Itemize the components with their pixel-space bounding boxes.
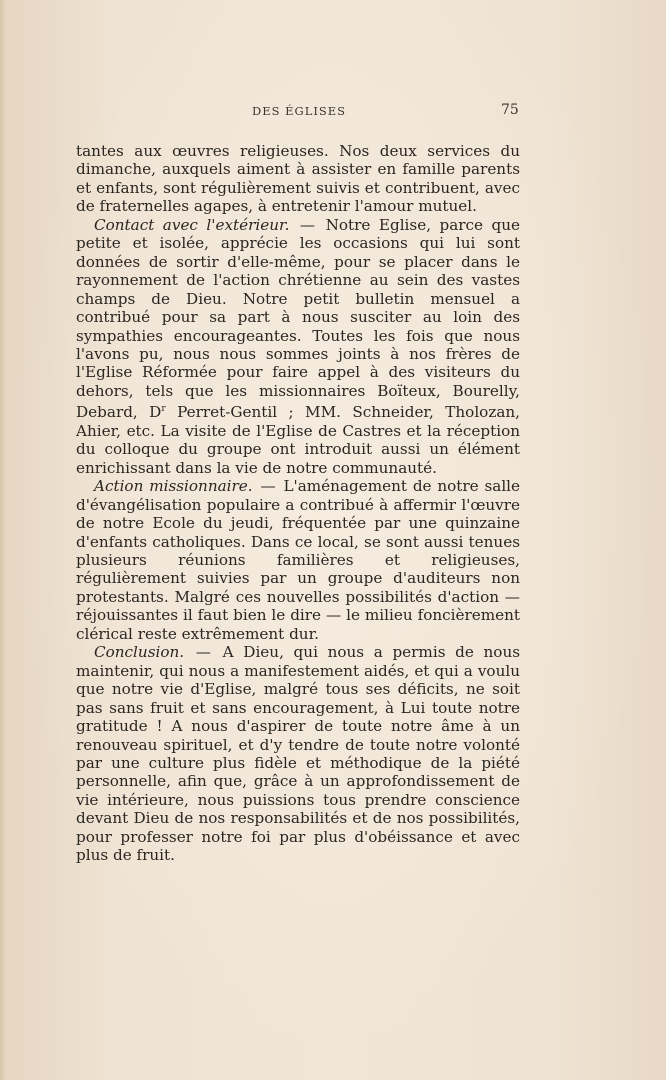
body-text bbox=[76, 142, 520, 865]
page-header bbox=[0, 104, 666, 124]
paragraph-text: Notre Eglise, parce que petite et isolée, apprécie les occasions qui lui sont données de sortir d'elle-même, pour se placer dans le rayonnement de l'action chrétienne au sein des vastes champs de Dieu. Notre petit bulletin mensuel a contribué pour sa part à nous susciter au loin des sympathies encourageantes. Toutes les fois que nous l'avons pu, nous nous sommes joints à nos frères de l'Eglise Réformée pour faire appel à des visiteurs du dehors, tels que les missionnaires Boïteux, Bourelly, Debard, D bbox=[76, 215, 521, 422]
paragraph-text: L'aménagement de notre salle d'évangélisation populaire a contribué à affermir l'œuvre de notre Ecole du jeudi, fréquentée par une quinzaine d'enfants catholiques. Dans ce local, se sont aussi tenues plusieurs réunions familières et religieuses, régulièrement suivies par un groupe d'auditeurs non protestants. Malgré ces nouvelles possibilités d'action — réjouissantes il faut bien le dire — le milieu foncièrement clérical reste extrêmement dur. bbox=[76, 477, 521, 643]
paragraph-action bbox=[76, 477, 520, 643]
section-heading-conclusion: Conclusion. bbox=[94, 643, 185, 662]
paragraph-text-continued: Perret-Gentil ; MM. Schneider, Tholozan, Ahier, etc. La visite de l'Eglise de Castres et la réception du colloque du groupe ont introduit aussi un élément enrichissant dans la vie de notre communauté. bbox=[76, 403, 520, 477]
section-heading-action: Action missionnaire. bbox=[94, 477, 253, 496]
section-heading-contact: Contact avec l'extérieur. bbox=[94, 215, 290, 234]
paragraph-intro bbox=[76, 142, 520, 216]
page-edge-shadow bbox=[0, 0, 6, 1080]
superscript-r: r bbox=[161, 404, 166, 415]
running-title: DES ÉGLISES bbox=[252, 104, 347, 118]
em-dash: — bbox=[260, 477, 276, 496]
em-dash: — bbox=[195, 643, 211, 662]
paragraph-contact bbox=[76, 216, 520, 477]
page-number: 75 bbox=[501, 102, 519, 118]
em-dash: — bbox=[299, 215, 316, 234]
paragraph-conclusion bbox=[76, 643, 520, 864]
paragraph-text: A Dieu, qui nous a permis de nous maintenir, qui nous a manifestement aidés, et qui a voulu que notre vie d'Eglise, malgré tous ses déficits, ne soit pas sans fruit et sans encouragement, à Lui toute notre gratitude ! A nous d'aspirer de toute notre âme à un renouveau spirituel, et d'y tendre de toute notre volonté par une culture plus fidèle et méthodique de la piété personnelle, afin que, grâce à un approfondissement de vie intérieure, nous puissions tous prendre conscience devant Dieu de nos responsabilités et de nos possibilités, pour professer notre foi par plus d'obéissance et avec plus de fruit. bbox=[76, 643, 521, 865]
paragraph-text: tantes aux œuvres religieuses. Nos deux services du dimanche, auxquels aiment à assister en famille parents et enfants, sont régulièrement suivis et contribuent, avec de fraternelles agapes, à entretenir l'amour mutuel. bbox=[76, 142, 520, 216]
